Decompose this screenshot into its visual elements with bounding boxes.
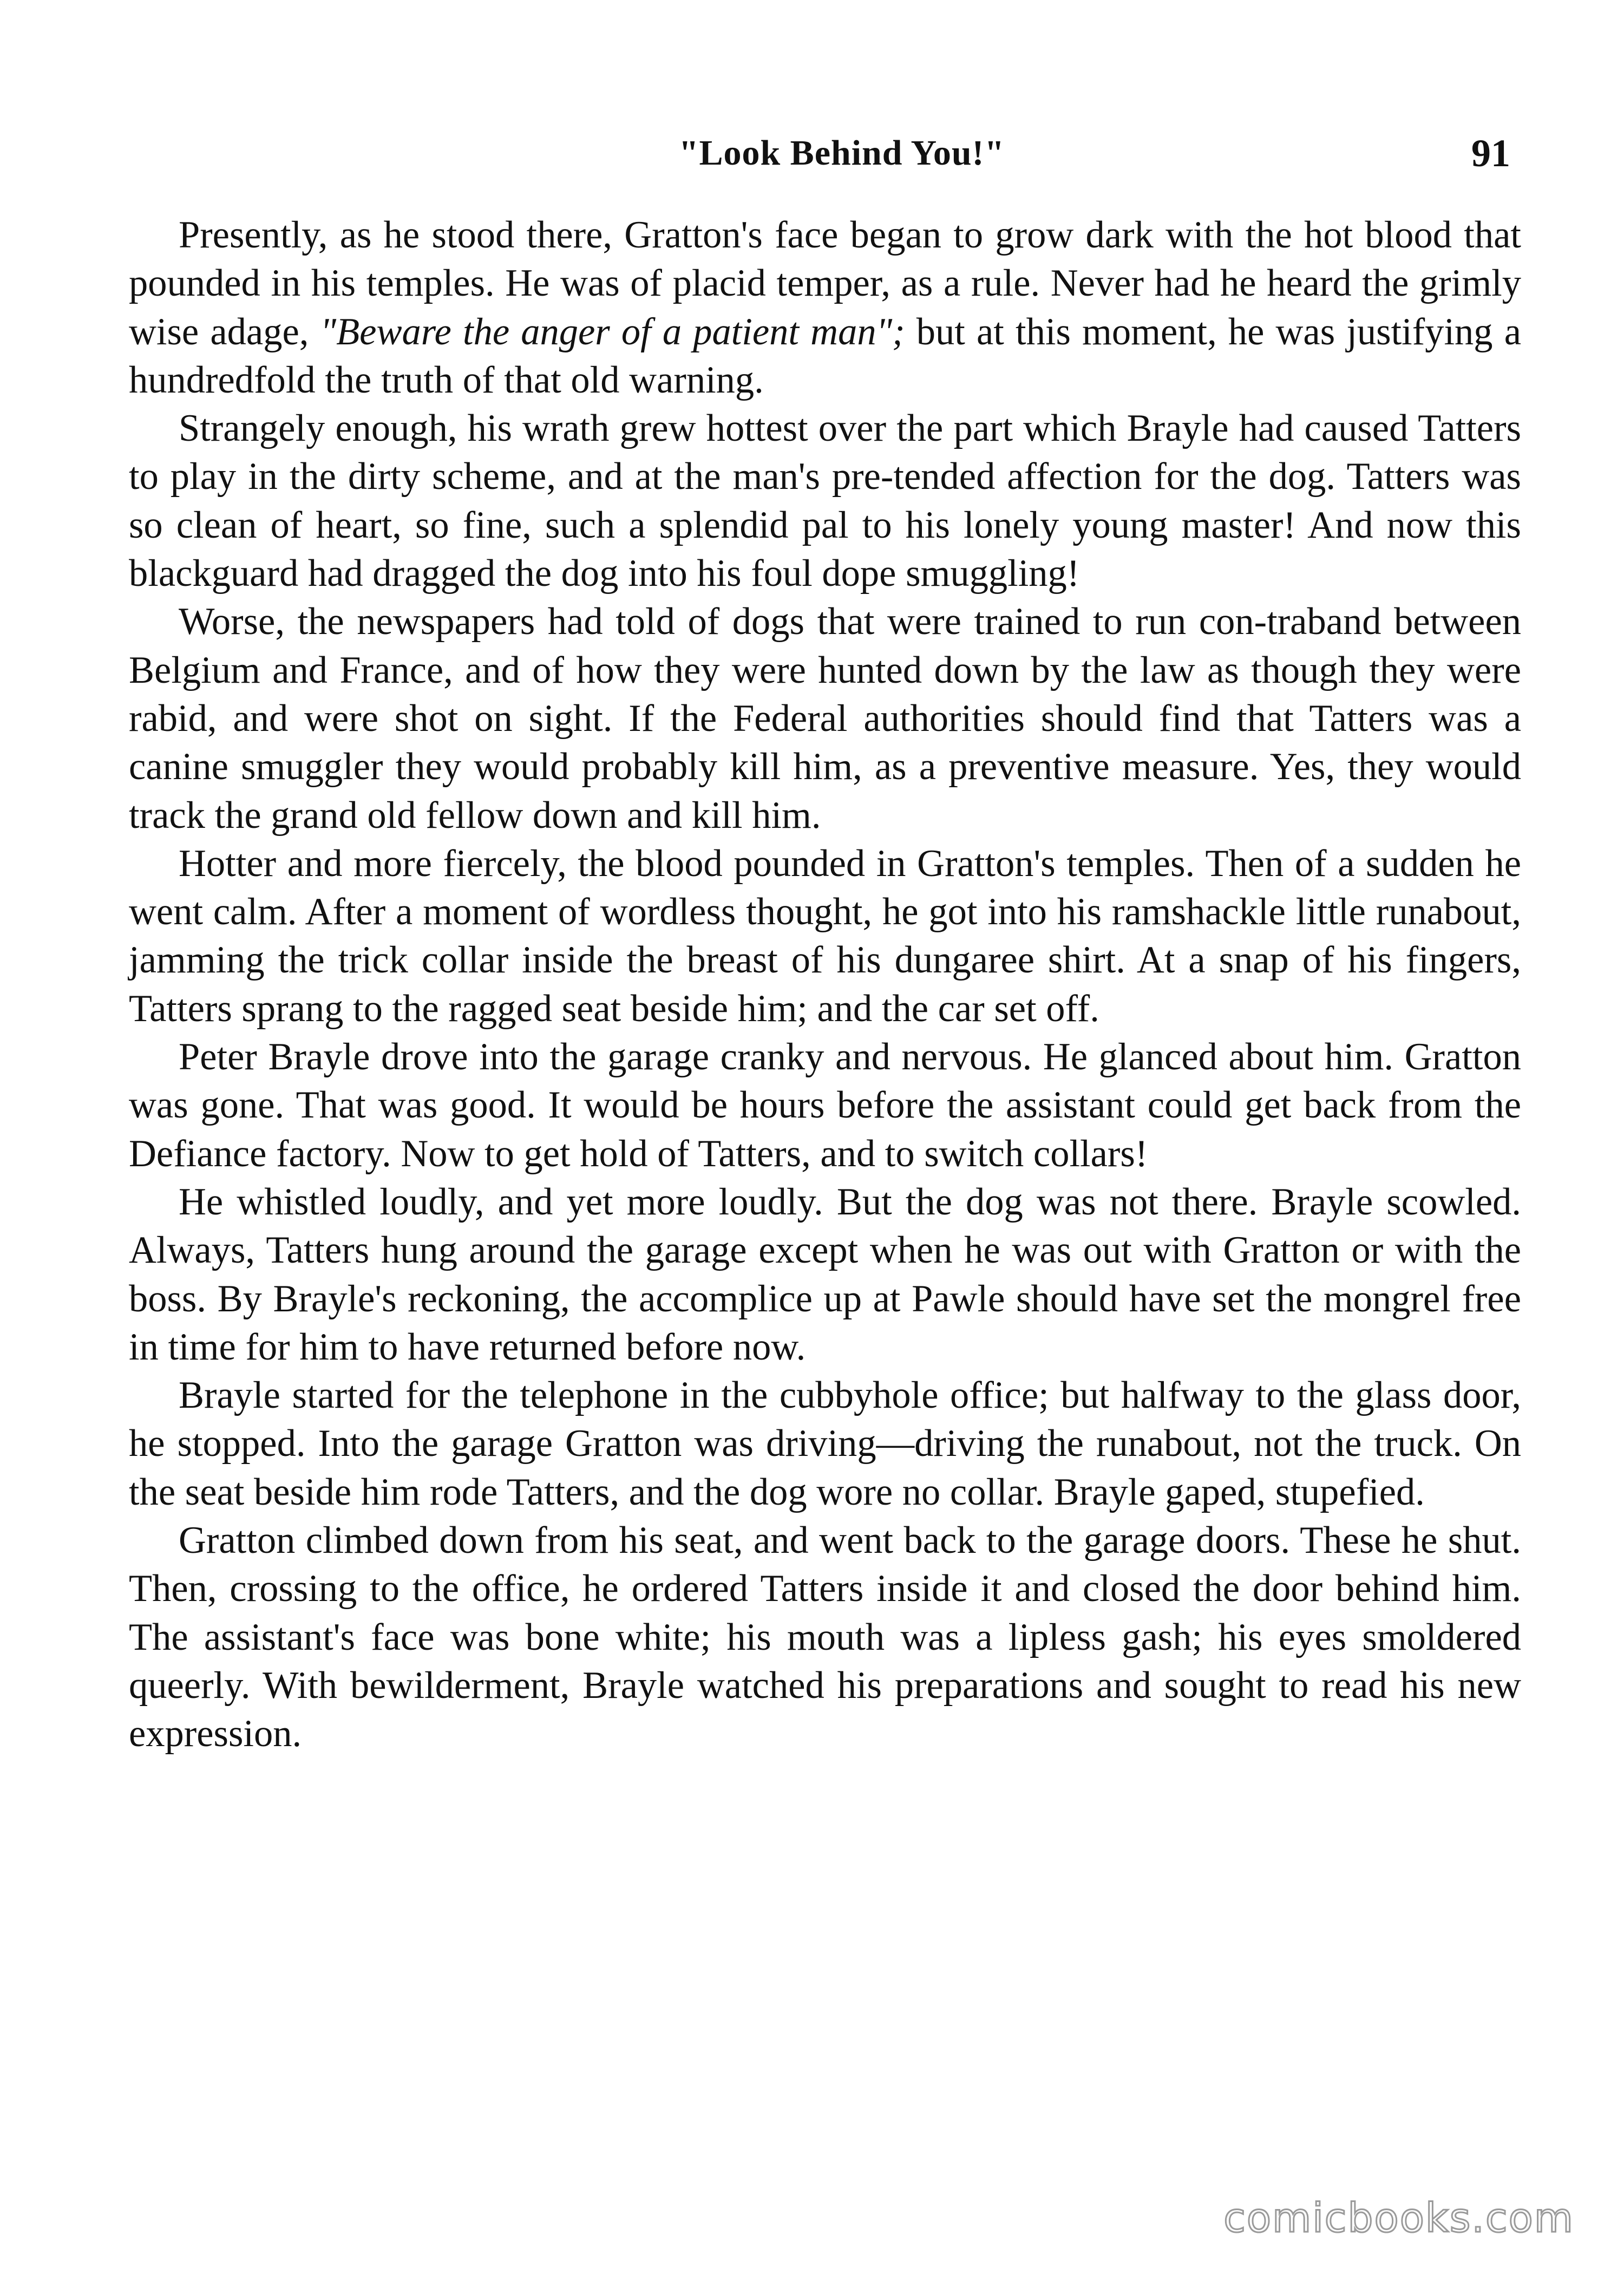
paragraph-1-text: Presently, as he stood there, Gratton's face began to grow dark with the hot blood that pounded in his temples. He was of placid temper, as a rule. Never had he heard the grimly wise adage, xyxy=(129,214,1521,353)
running-head xyxy=(173,123,1510,183)
page-number: 91 xyxy=(1471,132,1510,175)
running-title: "Look Behind You!" xyxy=(678,133,1005,173)
adage-quote: "Beware the anger of a patient man"; xyxy=(320,310,905,353)
body-text xyxy=(129,211,1521,1759)
paragraph-5: Peter Brayle drove into the garage cranky and nervous. He glanced about him. Gratton was gone. That was good. It would be hours before the assistant could get back from the Defiance factory. Now to get hold of Tatters, and to switch collars! xyxy=(129,1036,1521,1175)
site-watermark: comicbooks.com xyxy=(1223,2195,1574,2242)
paragraph-4: Hotter and more fiercely, the blood pounded in Gratton's temples. Then of a sudden he went calm. After a moment of wordless thought, he got into his ramshackle little runabout, jamming the trick collar inside the breast of his dungaree shirt. At a snap of his fingers, Tatters sprang to the ragged seat beside him; and the car set off. xyxy=(129,842,1521,1030)
paragraph-8: Gratton climbed down from his seat, and went back to the garage doors. These he shut. Then, crossing to the office, he ordered Tatters inside it and closed the door behind him. The assistant's face was bone white; his mouth was a lipless gash; his eyes smoldered queerly. With bewilderment, Brayle watched his preparations and sought to read his new expression. xyxy=(129,1519,1521,1755)
paragraph-3: Worse, the newspapers had told of dogs that were trained to run con-traband between Belgium and France, and of how they were hunted down by the law as though they were rabid, and were shot on sight. If the Federal authorities should find that Tatters was a canine smuggler they would probably kill him, as a preventive measure. Yes, they would track the grand old fellow down and kill him. xyxy=(129,600,1521,837)
paragraph-7: Brayle started for the telephone in the cubbyhole office; but halfway to the glass door, he stopped. Into the garage Gratton was driving—driving the runabout, not the truck. On the seat beside him rode Tatters, and the dog wore no collar. Brayle gaped, stupefied. xyxy=(129,1374,1521,1513)
paragraph-1 xyxy=(129,211,1521,404)
paragraph-2: Strangely enough, his wrath grew hottest over the part which Brayle had caused Tatters to play in the dirty scheme, and at the man's pre-tended affection for the dog. Tatters was so clean of heart, so fine, such a splendid pal to his lonely young master! And now this blackguard had dragged the dog into his foul dope smuggling! xyxy=(129,407,1521,595)
paragraph-1-text-end: but at this moment, he was justifying a hundredfold the truth of that old warning. xyxy=(129,310,1521,401)
paragraph-6: He whistled loudly, and yet more loudly. But the dog was not there. Brayle scowled. Always, Tatters hung around the garage except when he was out with Gratton or with the boss. By Brayle's reckoning, the accomplice up at Pawle should have set the mongrel free in time for him to have returned before now. xyxy=(129,1180,1521,1368)
